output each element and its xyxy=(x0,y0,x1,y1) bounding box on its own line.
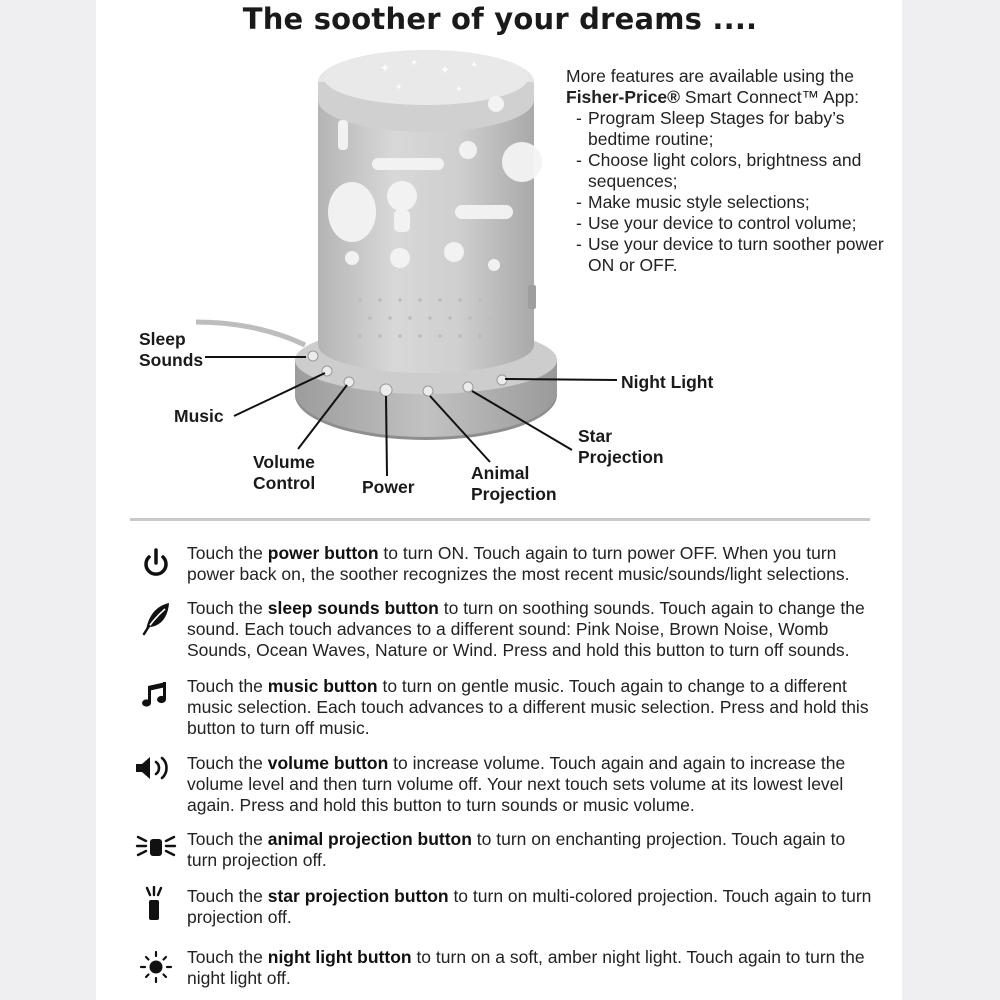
callout-animal-line2: Projection xyxy=(471,484,557,504)
page-title: The soother of your dreams .... xyxy=(242,2,758,36)
instruction-button-name: animal projection button xyxy=(267,829,472,849)
instruction-text xyxy=(187,543,877,585)
instruction-text xyxy=(187,676,877,739)
callout-sleep-sounds-line1: Sleep xyxy=(139,329,186,349)
night-light-icon xyxy=(134,947,178,987)
callout-night-light: Night Light xyxy=(621,372,714,392)
instruction-prefix: Touch the xyxy=(187,753,268,773)
svg-text:✦: ✦ xyxy=(380,61,391,75)
instruction-body: to turn on a soft, amber night light. Touch again to turn the night light off. xyxy=(187,947,865,988)
instruction-button-name: star projection button xyxy=(267,886,449,906)
instruction-button-name: sleep sounds button xyxy=(267,598,439,618)
svg-text:✦: ✦ xyxy=(395,82,403,92)
instruction-button-name: night light button xyxy=(267,947,412,967)
instruction-body: to turn on multi-colored projection. Touch again to turn projection off. xyxy=(187,886,872,927)
volume-icon xyxy=(134,753,178,793)
callout-animal-line1: Animal xyxy=(471,463,530,483)
instruction-prefix: Touch the xyxy=(187,676,268,696)
music-note-icon xyxy=(134,676,178,716)
callout-power: Power xyxy=(362,477,415,497)
leaf-icon xyxy=(134,598,178,638)
app-name: Smart Connect™ App: xyxy=(680,87,860,107)
instruction-button-name: music button xyxy=(267,676,378,696)
brand-name: Fisher-Price® xyxy=(566,87,681,107)
instruction-text xyxy=(187,753,877,816)
callout-sleep-sounds-line2: Sounds xyxy=(139,350,204,370)
instruction-text xyxy=(187,829,877,871)
feature-item: - Choose light colors, brightness and sequences; xyxy=(566,150,886,192)
instruction-button-name: volume button xyxy=(267,753,389,773)
instruction-prefix: Touch the xyxy=(187,947,268,967)
features-intro-line1: More features are available using the xyxy=(566,66,854,86)
instruction-text xyxy=(187,886,877,928)
power-icon xyxy=(134,543,178,583)
instruction-text xyxy=(187,598,877,661)
instruction-prefix: Touch the xyxy=(187,598,268,618)
svg-text:✦: ✦ xyxy=(470,60,479,71)
callout-star-line2: Projection xyxy=(578,447,664,467)
instruction-body: to turn on gentle music. Touch again to change to a different music selection. Each touch advances to a different music selection. Press and hold this button to turn off music. xyxy=(187,676,869,738)
svg-text:✦: ✦ xyxy=(440,63,451,77)
feature-item: - Make music style selections; xyxy=(566,192,886,213)
star-projection-icon xyxy=(134,886,178,926)
animal-projection-icon xyxy=(134,829,178,869)
instruction-button-name: power button xyxy=(267,543,379,563)
instruction-body: to turn on soothing sounds. Touch again to change the sound. Each touch advances to a different sound: Pink Noise, Brown Noise, Womb Sounds, Ocean Waves, Nature or Wind. Press and hold this button to turn off sounds. xyxy=(187,598,865,660)
instruction-text xyxy=(187,947,877,989)
instruction-prefix: Touch the xyxy=(187,543,268,563)
instruction-body: to turn on enchanting projection. Touch again to turn projection off. xyxy=(187,829,846,870)
callout-volume-line2: Control xyxy=(253,473,316,493)
feature-item: - Program Sleep Stages for baby’s bedtime routine; xyxy=(566,108,886,150)
feature-item: - Use your device to control volume; xyxy=(566,213,886,234)
instruction-body: to turn ON. Touch again to turn power OFF. When you turn power back on, the soother recognizes the most recent music/sounds/light selections. xyxy=(187,543,850,584)
instruction-prefix: Touch the xyxy=(187,829,268,849)
instruction-prefix: Touch the xyxy=(187,886,268,906)
callout-volume-line1: Volume xyxy=(253,452,315,472)
svg-text:✦: ✦ xyxy=(455,84,463,94)
callout-music: Music xyxy=(174,406,224,426)
instruction-body: to increase volume. Touch again and again to increase the volume level and then turn volume off. Your next touch sets volume at its lowest level again. Press and hold this button to turn sounds or music volume. xyxy=(187,753,846,815)
callout-star-line1: Star xyxy=(578,426,613,446)
feature-item: - Use your device to turn soother power ON or OFF. xyxy=(566,234,886,276)
svg-text:✦: ✦ xyxy=(410,58,419,69)
